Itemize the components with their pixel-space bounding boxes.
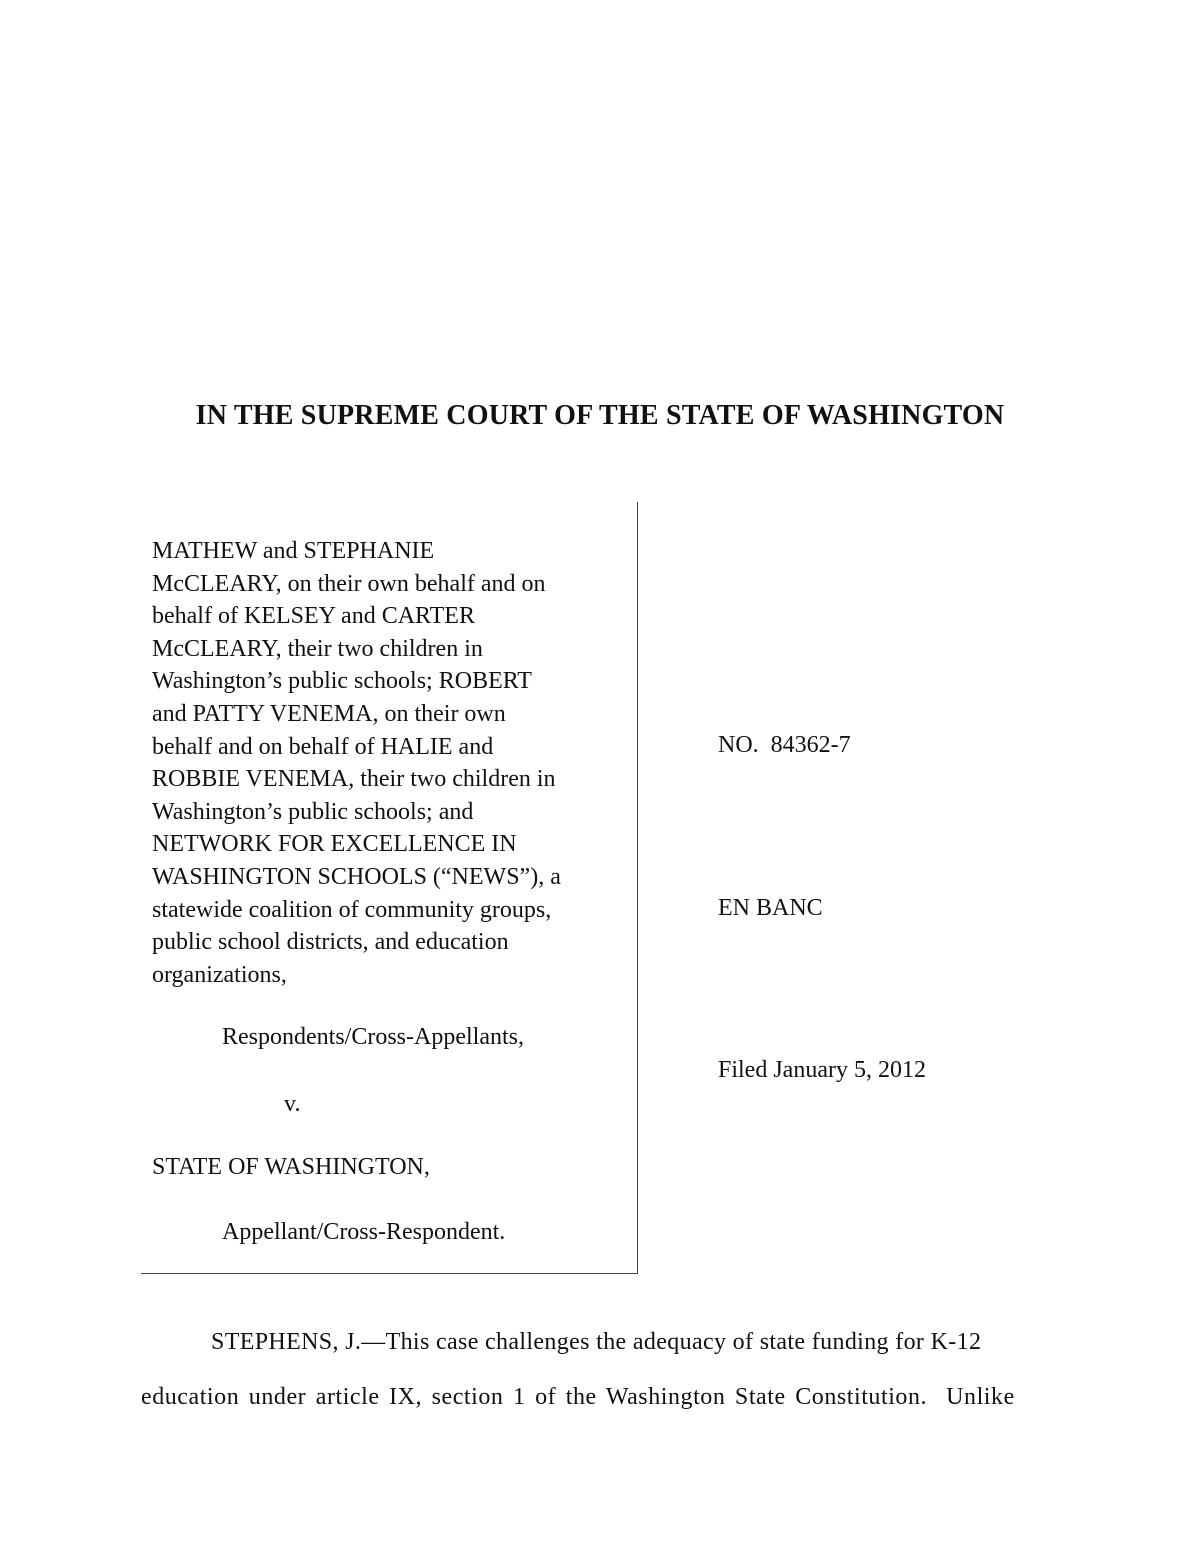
parties-line: NETWORK FOR EXCELLENCE IN: [152, 831, 517, 858]
parties-line: organizations,: [152, 961, 287, 988]
opinion-body: [141, 1315, 1059, 1425]
court-title: IN THE SUPREME COURT OF THE STATE OF WASHINGTON: [195, 400, 1005, 431]
versus-label: v.: [284, 1091, 301, 1117]
parties-line: McCLEARY, on their own behalf and on: [152, 570, 546, 597]
appellant-role: Appellant/Cross-Respondent.: [222, 1219, 506, 1245]
parties-block: [152, 535, 632, 991]
parties-line: McCLEARY, their two children in: [152, 635, 483, 662]
parties-line: Washington’s public schools; ROBERT: [152, 668, 532, 695]
parties-line: public school districts, and education: [152, 929, 509, 956]
parties-line: behalf of KELSEY and CARTER: [152, 603, 475, 630]
parties-line: ROBBIE VENEMA, their two children in: [152, 766, 556, 793]
parties-line: Washington’s public schools; and: [152, 798, 474, 825]
opinion-line: STEPHENS, J.—This case challenges the adequacy of state funding for K-12: [211, 1329, 982, 1355]
parties-line: MATHEW and STEPHANIE: [152, 538, 435, 564]
parties-line: and PATTY VENEMA, on their own: [152, 700, 506, 727]
filed-date: Filed January 5, 2012: [718, 1057, 926, 1083]
parties-line: statewide coalition of community groups,: [152, 896, 552, 923]
state-party: STATE OF WASHINGTON,: [152, 1154, 430, 1180]
respondents-role: Respondents/Cross-Appellants,: [222, 1024, 524, 1050]
panel-label: EN BANC: [718, 895, 823, 921]
parties-line: behalf and on behalf of HALIE and: [152, 733, 494, 760]
opinion-line: education under article IX, section 1 of the Washington State Constitution. Unlike: [141, 1384, 1015, 1410]
parties-line: WASHINGTON SCHOOLS (“NEWS”), a: [152, 863, 561, 890]
case-number: NO. 84362-7: [718, 732, 851, 758]
